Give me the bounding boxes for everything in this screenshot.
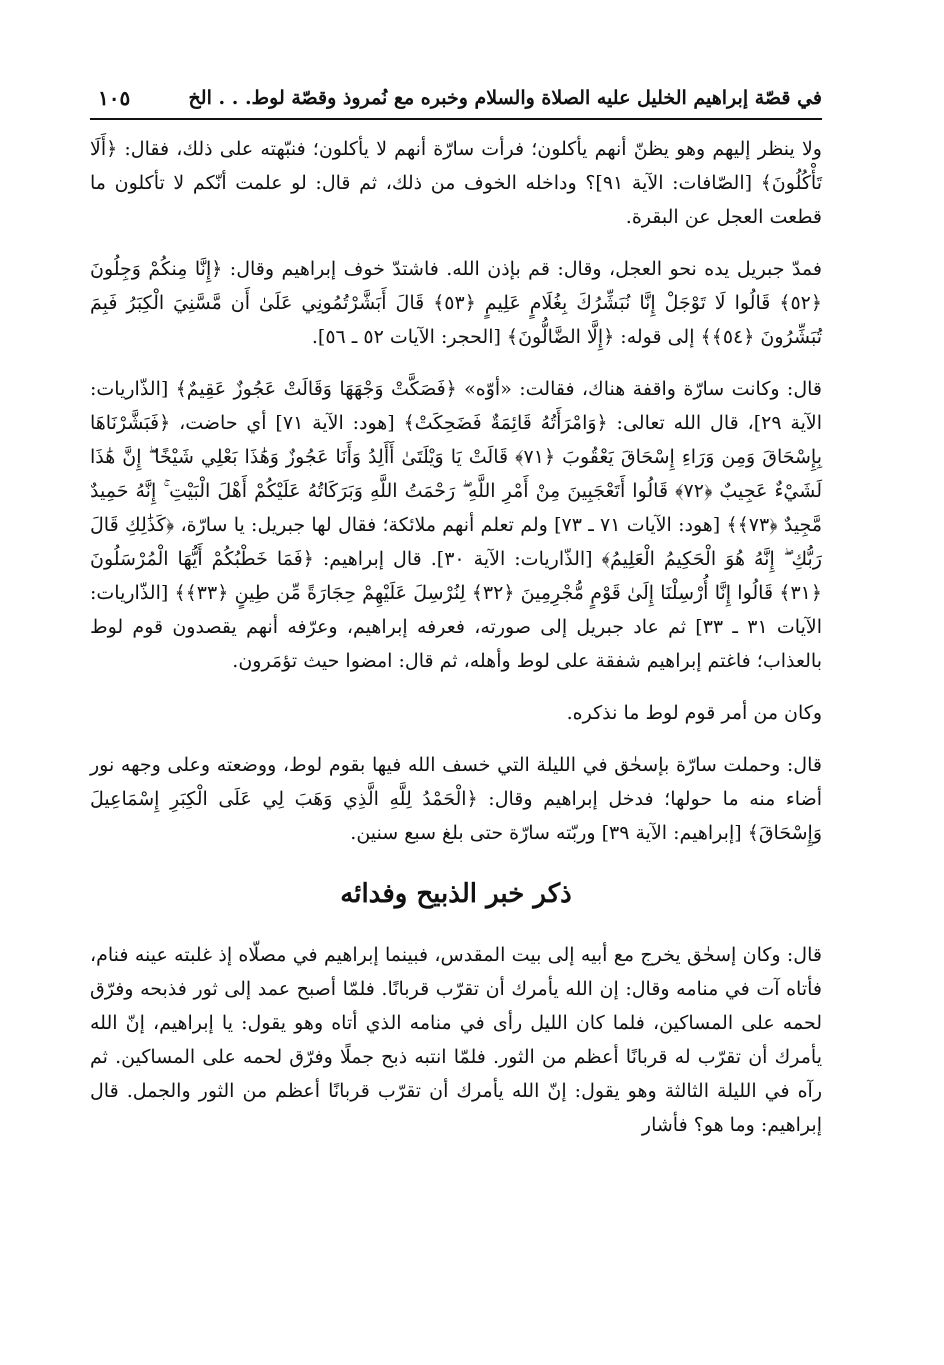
running-header xyxy=(90,78,822,120)
paragraph-5: قال: وحملت سارّة بإسحٰق في الليلة التي خسف الله فيها بقوم لوط، ووضعته وعلى وجهه نور أضاء منه ما حولها؛ فدخل إبراهيم وقال: ﴿الْحَمْدُ لِلَّهِ الَّذِي وَهَبَ لِي عَلَى الْكِبَرِ إِسْمَاعِيلَ وَإِسْحَاقَ﴾ [إبراهيم: الآية ٣٩] وربّته سارّة حتى بلغ سبع سنين. xyxy=(90,754,822,844)
paragraph-2: فمدّ جبريل يده نحو العجل، وقال: قم بإذن الله. فاشتدّ خوف إبراهيم وقال: ﴿إِنَّا مِنكُمْ وَجِلُونَ ﴿٥٢﴾ قَالُوا لَا تَوْجَلْ إِنَّا نُبَشِّرُكَ بِغُلَامٍ عَلِيمٍ ﴿٥٣﴾ قَالَ أَبَشَّرْتُمُونِي عَلَىٰ أَن مَّسَّنِيَ الْكِبَرُ فَبِمَ تُبَشِّرُونَ ﴿٥٤﴾﴾ إلى قوله: ﴿إِلَّا الضَّالُّونَ﴾ [الحجر: الآيات ٥٢ ـ ٥٦]. xyxy=(90,258,822,348)
page-number: ١٠٥ xyxy=(98,86,131,110)
page-body xyxy=(90,132,822,1142)
book-page xyxy=(90,78,822,1348)
paragraph-1: ولا ينظر إليهم وهو يظنّ أنهم يأكلون؛ فرأت سارّة أنهم لا يأكلون؛ فنبّهته على ذلك، فقال: ﴿أَلَا تَأْكُلُونَ﴾ [الصّافات: الآية ٩١]؟ وداخله الخوف من ذلك، ثم قال: لو علمت أنّكم لا تأكلون ما قطعت العجل عن البقرة. xyxy=(90,138,822,228)
paragraph-4: وكان من أمر قوم لوط ما نذكره. xyxy=(566,702,822,724)
section-paragraph: قال: وكان إسحٰق يخرج مع أبيه إلى بيت المقدس، فبينما إبراهيم في مصلّاه إذ غلبته عينه فنام، فأتاه آت في منامه وقال: إن الله يأمرك أن تقرّب قربانًا. فلمّا أصبح عمد إلى ثور فذبحه وفرّق لحمه على المساكين، فلما كان الليل رأى في منامه الذي أتاه وهو يقول: يا إبراهيم، إنّ الله يأمرك أن تقرّب له قربانًا أعظم من الثور. فلمّا انتبه ذبح جملًا وفرّق لحمه على المساكين. ثم رآه في الليلة الثالثة وهو يقول: إنّ الله يأمرك أن تقرّب قربانًا أعظم من الثور والجمل. قال إبراهيم: وما هو؟ فأشار xyxy=(90,944,822,1136)
paragraph-3: قال: وكانت سارّة واقفة هناك، فقالت: «أوّه» ﴿فَصَكَّتْ وَجْهَهَا وَقَالَتْ عَجُوزٌ عَقِيمٌ﴾ [الذّاريات: الآية ٢٩]، قال الله تعالى: ﴿وَامْرَأَتُهُ قَائِمَةٌ فَضَحِكَتْ﴾ [هود: الآية ٧١] أي حاضت، ﴿فَبَشَّرْنَاهَا بِإِسْحَاقَ وَمِن وَرَاءِ إِسْحَاقَ يَعْقُوبَ ﴿٧١﴾ قَالَتْ يَا وَيْلَتَىٰ أَأَلِدُ وَأَنَا عَجُوزٌ وَهَٰذَا بَعْلِي شَيْخًا ۖ إِنَّ هَٰذَا لَشَيْءٌ عَجِيبٌ ﴿٧٢﴾ قَالُوا أَتَعْجَبِينَ مِنْ أَمْرِ اللَّهِ ۖ رَحْمَتُ اللَّهِ وَبَرَكَاتُهُ عَلَيْكُمْ أَهْلَ الْبَيْتِ ۚ إِنَّهُ حَمِيدٌ مَّجِيدٌ ﴿٧٣﴾﴾ [هود: الآيات ٧١ ـ ٧٣] ولم تعلم أنهم ملائكة؛ فقال لها جبريل: يا سارّة، ﴿كَذَٰلِكِ قَالَ رَبُّكِ ۖ إِنَّهُ هُوَ الْحَكِيمُ الْعَلِيمُ﴾ [الذّاريات: الآية ٣٠]. قال إبراهيم: ﴿فَمَا خَطْبُكُمْ أَيُّهَا الْمُرْسَلُونَ ﴿٣١﴾ قَالُوا إِنَّا أُرْسِلْنَا إِلَىٰ قَوْمٍ مُّجْرِمِينَ ﴿٣٢﴾ لِنُرْسِلَ عَلَيْهِمْ حِجَارَةً مِّن طِينٍ ﴿٣٣﴾﴾ [الذّاريات: الآيات ٣١ ـ ٣٣] ثم عاد جبريل إلى صورته، فعرفه إبراهيم، وعرّفه أنهم يقصدون قوم لوط بالعذاب؛ فاغتم إبراهيم شفقة على لوط وأهله، ثم قال: امضوا حيث تؤمَرون. xyxy=(90,378,823,672)
running-header-title: في قصّة إبراهيم الخليل عليه الصلاة والسلام وخبره مع نُمروذ وقصّة لوط. . . الخ xyxy=(188,87,822,109)
section-heading: ذكر خبر الذبيح وفدائه xyxy=(340,879,572,909)
